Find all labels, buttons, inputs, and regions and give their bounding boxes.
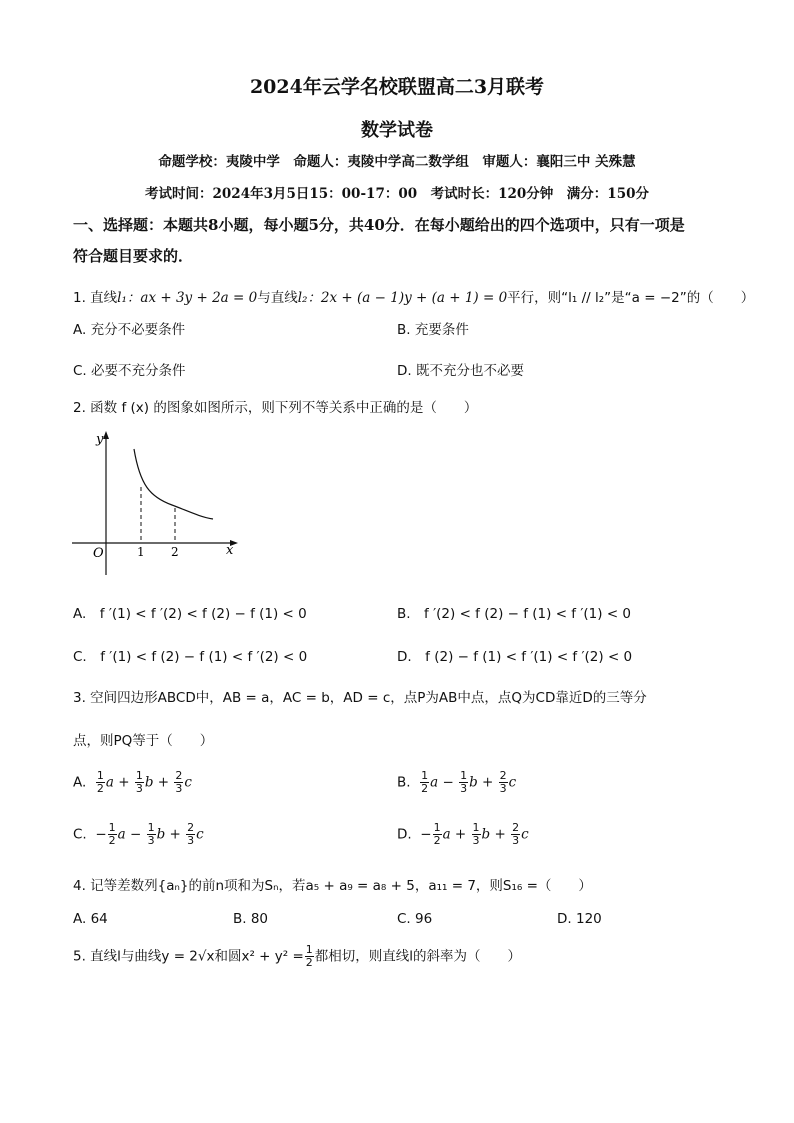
q1-eq1: ：ax + 3y + 2a = 0 — [126, 290, 258, 306]
frac-num: 1 — [135, 769, 143, 782]
exam-title: 2024年云学名校联盟高二3月联考 — [249, 76, 545, 98]
q3-option-b — [397, 770, 516, 795]
q4-option-c: C. 96 — [397, 911, 433, 927]
question-4-stem: 4. 记等差数列{aₙ}的前n项和为Sₙ，若a₅ + a₉ = a₈ + 5，a₁₁ = 7，则S₁₆ =（ ） — [73, 878, 592, 894]
q3-option-c-t3: c — [196, 826, 204, 843]
q3-option-a-t2: b + — [144, 774, 170, 791]
q1-suffix: 平行，则“l₁ // l₂”是“a = −2”的（ ） — [507, 290, 755, 306]
q4-option-d: D. 120 — [557, 911, 602, 927]
q3-option-a-t3: c — [184, 774, 192, 791]
frac-den: 3 — [499, 782, 507, 795]
y-axis-label: y — [96, 432, 104, 447]
q3-option-b-label: B. — [397, 774, 411, 791]
frac-den: 3 — [175, 782, 183, 795]
function-graph — [68, 425, 248, 585]
frac-num: 2 — [499, 769, 507, 782]
frac-den: 2 — [433, 834, 441, 847]
question-2-stem: 2. 函数 f (x) 的图象如图所示，则下列不等关系中正确的是（ ） — [73, 400, 478, 416]
q3-option-c — [73, 822, 204, 847]
frac-num: 1 — [472, 821, 480, 834]
q3-option-c-label: C. — [73, 826, 87, 843]
tick-label-2: 2 — [171, 545, 179, 559]
q1-option-a: A. 充分不必要条件 — [73, 322, 186, 338]
q1-mid: 与直线 — [257, 290, 298, 306]
question-5-stem — [73, 944, 521, 969]
q2-option-d: D. f (2) − f (1) < f ′(1) < f ′(2) < 0 — [397, 649, 633, 665]
q1-l2: l₂ — [297, 290, 308, 306]
origin-label: O — [93, 546, 104, 561]
frac-num: 1 — [108, 821, 116, 834]
fraction-two-thirds — [499, 770, 508, 795]
section-heading-line1: 一、选择题：本题共8小题，每小题5分，共40分．在每小题给出的四个选项中，只有一项是 — [73, 216, 685, 234]
q3-option-d-t3: c — [521, 826, 529, 843]
frac-num: 1 — [460, 769, 468, 782]
frac-num: 1 — [305, 943, 313, 956]
q5-stem-b: 都相切，则直线l的斜率为（ ） — [314, 948, 522, 965]
x-axis-label: x — [226, 543, 234, 558]
fraction-two-thirds — [186, 822, 195, 847]
fraction-half — [96, 770, 105, 795]
fraction-third — [459, 770, 468, 795]
fraction-half — [305, 944, 314, 969]
q1-option-b: B. 充要条件 — [397, 322, 469, 338]
q3-option-b-t3: c — [508, 774, 517, 791]
q3-option-d-sign: − — [420, 826, 432, 843]
q3-option-c-t2: b + — [156, 826, 181, 843]
q1-option-c: C. 必要不充分条件 — [73, 363, 186, 379]
frac-den: 3 — [147, 834, 155, 847]
q1-l1: l₁ — [117, 290, 127, 306]
q3-option-d-t2: b + — [481, 826, 506, 843]
question-3-line2: 点，则PQ等于（ ） — [73, 733, 214, 749]
section-heading-line2: 符合题目要求的． — [73, 247, 194, 265]
frac-den: 2 — [108, 834, 116, 847]
question-1-stem — [73, 286, 754, 306]
fraction-half — [108, 822, 117, 847]
q3-option-c-sign: − — [95, 826, 107, 843]
fraction-third — [472, 822, 481, 847]
exam-authors: 命题学校：夷陵中学 命题人：夷陵中学高二数学组 审题人：襄阳三中 关殊慧 — [158, 154, 636, 170]
frac-den: 3 — [187, 834, 195, 847]
q1-option-d: D. 既不充分也不必要 — [397, 363, 524, 379]
frac-den: 2 — [421, 782, 429, 795]
frac-den: 3 — [472, 834, 480, 847]
frac-den: 2 — [96, 782, 104, 795]
frac-den: 3 — [135, 782, 143, 795]
frac-num: 2 — [175, 769, 183, 782]
fraction-third — [147, 822, 156, 847]
q1-eq2: ：2x + (a − 1)y + (a + 1) = 0 — [307, 290, 508, 306]
frac-num: 2 — [512, 821, 520, 834]
exam-info: 考试时间：2024年3月5日15：00-17：00 考试时长：120分钟 满分：150分 — [145, 186, 649, 202]
frac-num: 1 — [433, 821, 441, 834]
frac-num: 2 — [187, 821, 195, 834]
fraction-half — [433, 822, 442, 847]
q2-option-b: B. f ′(2) < f (2) − f (1) < f ′(1) < 0 — [397, 606, 632, 622]
q5-stem-a: 5. 直线l与曲线y = 2√x和圆x² + y² = — [73, 948, 304, 965]
q2-option-a: A. f ′(1) < f ′(2) < f (2) − f (1) < 0 — [73, 606, 307, 622]
frac-num: 1 — [147, 821, 155, 834]
q3-option-a-label: A. — [73, 774, 87, 791]
frac-den: 3 — [512, 834, 520, 847]
q3-option-d-t1: a + — [442, 826, 467, 843]
frac-den: 2 — [305, 956, 313, 969]
fraction-third — [135, 770, 144, 795]
frac-num: 1 — [96, 769, 104, 782]
q2-option-c: C. f ′(1) < f (2) − f (1) < f ′(2) < 0 — [73, 649, 308, 665]
fraction-two-thirds — [174, 770, 183, 795]
q1-prefix: 1. 直线 — [73, 290, 118, 306]
fraction-two-thirds — [511, 822, 520, 847]
q3-option-d — [397, 822, 529, 847]
q3-option-b-t1: a − — [430, 774, 454, 791]
tick-label-1: 1 — [137, 545, 145, 559]
function-curve — [134, 449, 213, 519]
q3-option-c-t1: a − — [117, 826, 142, 843]
q3-option-a — [73, 770, 192, 795]
exam-subtitle: 数学试卷 — [361, 120, 433, 141]
q4-option-b: B. 80 — [233, 911, 269, 927]
q4-option-a: A. 64 — [73, 911, 108, 927]
q3-option-b-t2: b + — [469, 774, 494, 791]
q3-option-d-label: D. — [397, 826, 412, 843]
frac-num: 1 — [421, 769, 429, 782]
question-3-line1: 3. 空间四边形ABCD中，AB = a，AC = b，AD = c，点P为AB中点，点Q为CD靠近D的三等分 — [73, 690, 647, 706]
frac-den: 3 — [460, 782, 468, 795]
y-axis-arrow-icon — [103, 431, 109, 439]
q3-option-a-t1: a + — [105, 774, 130, 791]
fraction-half — [420, 770, 429, 795]
